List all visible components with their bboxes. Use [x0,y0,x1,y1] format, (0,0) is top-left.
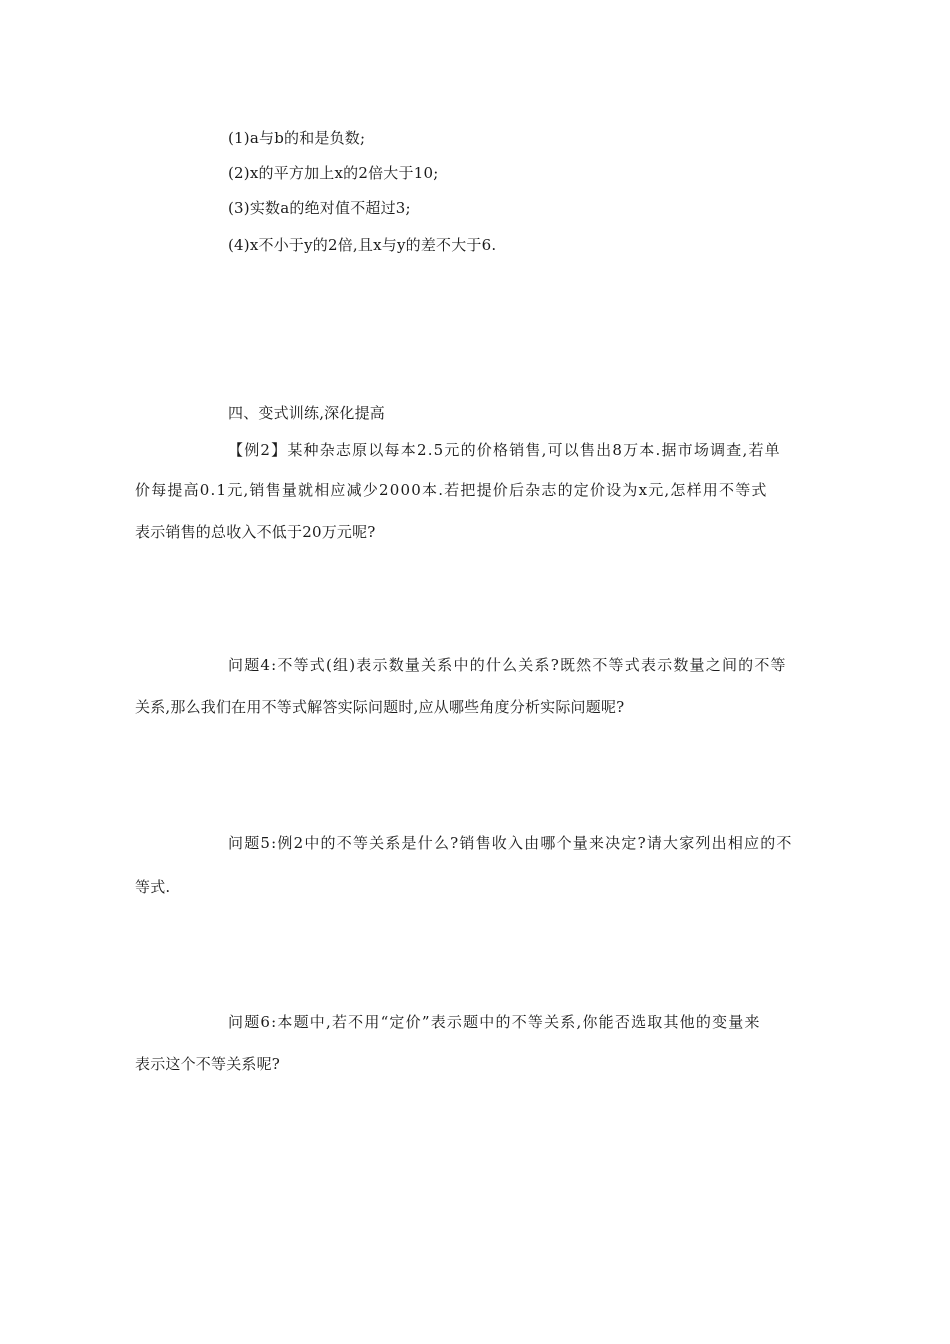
list-item-3: (3)实数a的绝对值不超过3; [228,199,411,217]
question-5-line-1: 问题5:例2中的不等关系是什么?销售收入由哪个量来决定?请大家列出相应的不 [228,834,793,852]
list-item-4: (4)x不小于y的2倍,且x与y的差不大于6. [228,236,497,254]
question-4-line-1: 问题4:不等式(组)表示数量关系中的什么关系?既然不等式表示数量之间的不等 [228,656,787,674]
example-2-line-1: 【例2】某种杂志原以每本2.5元的价格销售,可以售出8万本.据市场调查,若单 [228,441,781,459]
section-heading: 四、变式训练,深化提高 [228,404,385,422]
question-6-line-2: 表示这个不等关系呢? [135,1055,281,1073]
question-4-line-2: 关系,那么我们在用不等式解答实际问题时,应从哪些角度分析实际问题呢? [135,698,625,716]
list-item-1: (1)a与b的和是负数; [228,129,366,147]
question-5-line-2: 等式. [135,878,171,896]
list-item-2: (2)x的平方加上x的2倍大于10; [228,164,439,182]
example-2-line-3: 表示销售的总收入不低于20万元呢? [135,523,376,541]
example-2-line-2: 价每提高0.1元,销售量就相应减少2000本.若把提价后杂志的定价设为x元,怎样用不等式 [135,481,768,499]
question-6-line-1: 问题6:本题中,若不用“定价”表示题中的不等关系,你能否选取其他的变量来 [228,1013,761,1031]
